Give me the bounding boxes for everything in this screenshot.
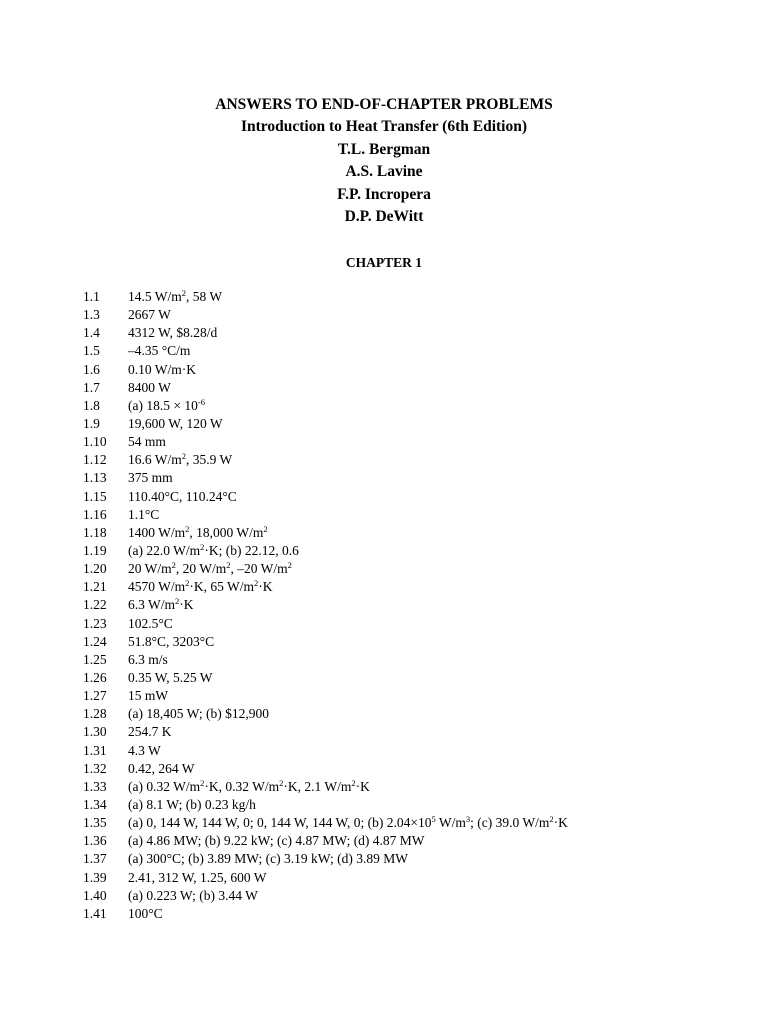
problem-number: 1.19 [83, 542, 107, 558]
answer-row [83, 615, 723, 633]
answer-text: 1.1°C [128, 506, 160, 522]
answer-text: 16.6 $W/m^2$, 35.9 W [128, 451, 233, 468]
problem-number: 1.6 [83, 361, 100, 377]
answer-text: 0.42, 264 W [128, 760, 195, 776]
answer-row [83, 324, 723, 342]
header-book-title: Introduction to Heat Transfer (6th Edition) [240, 118, 528, 136]
answer-row [83, 905, 723, 923]
answer-row [83, 887, 723, 905]
answer-row [83, 542, 723, 560]
answer-row [83, 760, 723, 778]
document-header [0, 94, 768, 228]
answer-row [83, 306, 723, 324]
problem-number: 1.26 [83, 669, 107, 685]
answer-row [83, 506, 723, 524]
problem-number: 1.7 [83, 379, 100, 395]
problem-number: 1.28 [83, 706, 107, 722]
answer-text: 0.10 W/m·K [128, 361, 196, 377]
problem-number: 1.33 [83, 778, 107, 794]
answer-text: 14.5 $W/m^2$, 58 W [128, 288, 223, 304]
problem-number: 1.35 [83, 815, 107, 831]
problem-number: 1.10 [83, 434, 107, 450]
problem-number: 1.41 [83, 905, 107, 921]
problem-number: 1.32 [83, 760, 107, 776]
answer-row [83, 869, 723, 887]
answer-text: (a) 22.0 $W/m^2\cdot K$; (b) 22.12, 0.6 [128, 541, 299, 558]
answer-text: (a) 0, 144 W, 144 W, 0; 0, 144 W, 144 W, 0; (b) $2.04\times 10^5$ $W/m^3$; (c) 39.0 $W/m^2\cdot K$ [128, 814, 568, 831]
answers-list [83, 288, 723, 923]
answer-row [83, 850, 723, 868]
problem-number: 1.30 [83, 724, 107, 740]
problem-number: 1.24 [83, 633, 107, 649]
answer-row [83, 778, 723, 796]
problem-number: 1.12 [83, 452, 107, 468]
problem-number: 1.37 [83, 851, 107, 867]
answer-row [83, 560, 723, 578]
answer-row [83, 379, 723, 397]
problem-number: 1.23 [83, 615, 107, 631]
answer-row [83, 687, 723, 705]
answer-text: 4.3 W [128, 742, 161, 758]
answer-row [83, 415, 723, 433]
answer-text: 6.3 $W/m^2\cdot K$ [128, 596, 194, 613]
answer-text: (a) 300°C; (b) 3.89 MW; (c) 3.19 kW; (d) 3.89 MW [128, 851, 408, 867]
answer-row [83, 796, 723, 814]
answer-row [83, 742, 723, 760]
answer-text: (a) $18.5 \times 10^{-6}$ [128, 396, 205, 413]
problem-number: 1.3 [83, 307, 100, 323]
answer-text: –4.35 °C/m [128, 343, 191, 359]
answer-text: 4312 W, $8.28/d [128, 325, 218, 341]
answer-row [83, 288, 723, 306]
answer-row [83, 469, 723, 487]
answer-row [83, 651, 723, 669]
answer-text: 375 mm [128, 470, 173, 486]
problem-number: 1.39 [83, 869, 107, 885]
answer-text: (a) 0.32 $W/m^2\cdot K$, 0.32 $W/m^2\cdot K$, 2.1 $W/m^2\cdot K$ [128, 777, 370, 794]
answer-text: 19,600 W, 120 W [128, 415, 223, 431]
answer-text: 2.41, 312 W, 1.25, 600 W [128, 869, 267, 885]
answer-text: 51.8°C, 3203°C [128, 633, 215, 649]
answer-text: 254.7 K [128, 724, 172, 740]
answer-text: 110.40°C, 110.24°C [128, 488, 237, 504]
answer-row [83, 705, 723, 723]
problem-number: 1.22 [83, 597, 107, 613]
answer-text: 0.35 W, 5.25 W [128, 669, 213, 685]
answer-text: 102.5°C [128, 615, 173, 631]
answer-row [83, 488, 723, 506]
problem-number: 1.31 [83, 742, 107, 758]
answer-row [83, 524, 723, 542]
problem-number: 1.4 [83, 325, 100, 341]
header-author: A.S. Lavine [345, 163, 423, 181]
chapter-heading: CHAPTER 1 [345, 255, 423, 270]
answer-row [83, 451, 723, 469]
answer-text: 1400 $W/m^2$, 18,000 $W/m^2$ [128, 523, 268, 540]
answer-text: (a) 8.1 W; (b) 0.23 kg/h [128, 796, 256, 812]
answer-row [83, 723, 723, 741]
header-author: F.P. Incropera [337, 185, 431, 203]
answer-row [83, 832, 723, 850]
answer-row [83, 433, 723, 451]
problem-number: 1.1 [83, 289, 100, 304]
answer-text: 2667 W [128, 307, 171, 323]
answer-text: 20 $W/m^2$, 20 $W/m^2$, –20 $W/m^2$ [128, 560, 292, 577]
problem-number: 1.9 [83, 415, 100, 431]
header-title: ANSWERS TO END-OF-CHAPTER PROBLEMS [215, 96, 553, 113]
problem-number: 1.21 [83, 579, 107, 595]
answer-text: (a) 18,405 W; (b) $12,900 [128, 706, 269, 722]
problem-number: 1.18 [83, 524, 107, 540]
answer-row [83, 361, 723, 379]
problem-number: 1.34 [83, 796, 107, 812]
answer-row [83, 669, 723, 687]
problem-number: 1.8 [83, 397, 100, 413]
header-author: T.L. Bergman [337, 140, 431, 158]
problem-number: 1.27 [83, 688, 107, 704]
answer-row [83, 397, 723, 415]
problem-number: 1.16 [83, 506, 107, 522]
problem-number: 1.20 [83, 561, 107, 577]
problem-number: 1.13 [83, 470, 107, 486]
answer-text: 8400 W [128, 379, 171, 395]
answer-row [83, 342, 723, 360]
header-author: D.P. DeWitt [344, 208, 424, 226]
answer-text: 15 mW [128, 688, 169, 704]
problem-number: 1.25 [83, 651, 107, 667]
problem-number: 1.36 [83, 833, 107, 849]
answer-text: (a) 0.223 W; (b) 3.44 W [128, 887, 258, 903]
problem-number: 1.15 [83, 488, 107, 504]
problem-number: 1.40 [83, 887, 107, 903]
answer-text: 6.3 m/s [128, 651, 168, 667]
answer-text: 54 mm [128, 434, 166, 450]
problem-number: 1.5 [83, 343, 100, 359]
answer-row [83, 578, 723, 596]
answer-row [83, 814, 723, 832]
answer-text: 4570 $W/m^2\cdot K$, 65 $W/m^2\cdot K$ [128, 578, 273, 595]
answer-row [83, 633, 723, 651]
answer-text: 100°C [128, 905, 163, 921]
answer-row [83, 596, 723, 614]
answer-text: (a) 4.86 MW; (b) 9.22 kW; (c) 4.87 MW; (d) 4.87 MW [128, 833, 425, 849]
